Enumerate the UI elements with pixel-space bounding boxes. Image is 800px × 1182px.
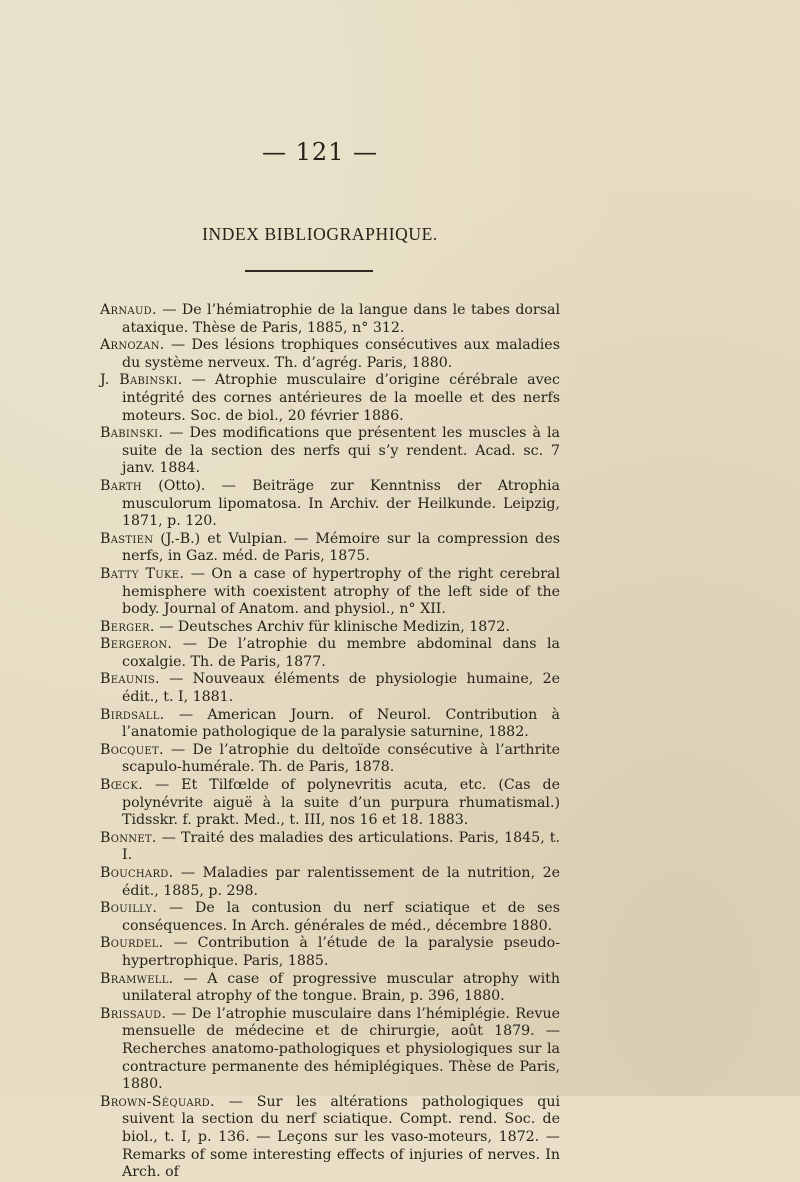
section-title: INDEX BIBLIOGRAPHIQUE. (202, 224, 438, 244)
entry-text: — Sur les altérations pathologiques qui suivent la section du nerf sciatique. Compt. rend. Soc. de biol., t. I, p. 136. — Leçons sur les vaso-moteurs, 1872. — Remarks of some interesting effects of injuries of nerves. In Arch. of (122, 1093, 560, 1181)
entry-text: — De la contusion du nerf sciatique et de ses conséquences. In Arch. générales de méd., décembre 1880. (122, 900, 560, 934)
entry-text: — Et Tilfœlde of polynevritis acuta, etc. (Cas de polynévrite aiguë à la suite d’un purpura rhumatismal.) Tidsskr. f. prakt. Med., t. III, nos 16 et 18. 1883. (122, 777, 560, 829)
bibliography-entry (100, 636, 560, 671)
entry-text: — Deutsches Archiv für klinische Medizin, 1872. (154, 618, 510, 635)
entry-author: J. Babinski. (100, 372, 183, 389)
entry-author: Brissaud. (100, 1005, 167, 1022)
entry-text: — A case of progressive muscular atrophy with unilateral atrophy of the tongue. Brain, p. 396, 1880. (122, 970, 560, 1005)
bibliography-entry (100, 830, 560, 865)
bibliography-entry (100, 619, 560, 637)
entry-text: — Contribution à l’étude de la paralysie pseudo-hypertrophique. Paris, 1885. (122, 935, 560, 969)
bibliography-entry (100, 671, 560, 706)
bibliography-entry (100, 971, 560, 1006)
bibliography-entry (100, 777, 560, 830)
bibliography-entry (100, 372, 560, 425)
entry-author: Brown-Séquard. (100, 1093, 215, 1110)
bibliography-entry (100, 478, 560, 531)
entry-author: Bouilly. (100, 900, 158, 917)
entry-text: — On a case of hypertrophy of the right cerebral hemisphere with coexistent atrophy of the left side of the body. Journal of Anatom. and physiol., n° XII. (122, 565, 560, 618)
bibliography-entry (100, 935, 560, 970)
bibliography-entry (100, 425, 560, 478)
entry-author: Bocquet. (100, 741, 164, 758)
bibliography-entry (100, 707, 560, 742)
entry-author: Bonnet. (100, 829, 157, 846)
bibliography-entry (100, 302, 560, 337)
bibliography-entry (100, 566, 560, 619)
bibliography-entry (100, 1094, 560, 1182)
entry-text: (Otto). — Beiträge zur Kenntniss der Atrophia musculorum lipomatosa. In Archiv. der Heilkunde. Leipzig, 1871, p. 120. (122, 477, 560, 530)
entry-author: Bramwell. (100, 970, 174, 987)
entry-author: Arnozan. (100, 337, 165, 354)
page-number: — 121 — (261, 138, 379, 166)
entry-text: — Nouveaux éléments de physiologie humaine, 2e édit., t. I, 1881. (122, 671, 560, 706)
entry-author: Batty Tuke. (100, 565, 185, 582)
entry-author: Babinski. (100, 425, 164, 442)
title-rule (245, 270, 373, 272)
bibliography-entry (100, 337, 560, 372)
entry-text: — De l’atrophie musculaire dans l’hémiplégie. Revue mensuelle de médecine et de chirurgie, août 1879. — Recherches anatomo-pathologiques et physiologiques sur la contracture permanente des hémiplégiques. Thèse de Paris, 1880. (122, 1005, 560, 1093)
bibliography-entry (100, 865, 560, 900)
entry-text: — American Journ. of Neurol. Contribution à l’anatomie pathologique de la paralysie saturnine, 1882. (122, 706, 560, 741)
entry-author: Bœck. (100, 777, 143, 794)
entry-author: Beaunis. (100, 671, 160, 688)
entry-author: Arnaud. (100, 302, 157, 318)
entry-text: — Traité des maladies des articulations. Paris, 1845, t. I. (122, 829, 560, 864)
bibliography-entry (100, 742, 560, 777)
entry-author: Bourdel. (100, 935, 164, 952)
entry-author: Barth (100, 477, 142, 494)
bibliography-entry (100, 1006, 560, 1094)
entry-author: Birdsall. (100, 706, 165, 723)
entry-text: — Des modifications que présentent les muscles à la suite de la section des nerfs qui s’y rendent. Acad. sc. 7 janv. 1884. (122, 425, 560, 477)
entry-author: Bastien (100, 530, 154, 547)
bibliography-list (100, 302, 560, 1182)
entry-author: Berger. (100, 618, 155, 635)
entry-text: — Des lésions trophiques consécutives aux maladies du système nerveux. Th. d’agrég. Paris, 1880. (122, 337, 560, 371)
bibliography-entry (100, 531, 560, 566)
entry-text: — De l’hémiatrophie de la langue dans le tabes dorsal ataxique. Thèse de Paris, 1885, n° 312. (122, 302, 560, 336)
entry-text: — Maladies par ralentissement de la nutrition, 2e édit., 1885, p. 298. (122, 865, 560, 899)
entry-text: — De l’atrophie du deltoïde consécutive à l’arthrite scapulo-humérale. Th. de Paris, 1878. (122, 741, 560, 776)
entry-author: Bergeron. (100, 636, 173, 653)
bibliography-entry (100, 900, 560, 935)
entry-author: Bouchard. (100, 865, 174, 881)
entry-text: — De l’atrophie du membre abdominal dans la coxalgie. Th. de Paris, 1877. (122, 636, 560, 670)
entry-text: (J.-B.) et Vulpian. — Mémoire sur la compression des nerfs, in Gaz. méd. de Paris, 1875. (122, 530, 560, 565)
entry-text: — Atrophie musculaire d’origine cérébrale avec intégrité des cornes antérieures de la moelle et des nerfs moteurs. Soc. de biol., 20 février 1886. (122, 372, 560, 424)
